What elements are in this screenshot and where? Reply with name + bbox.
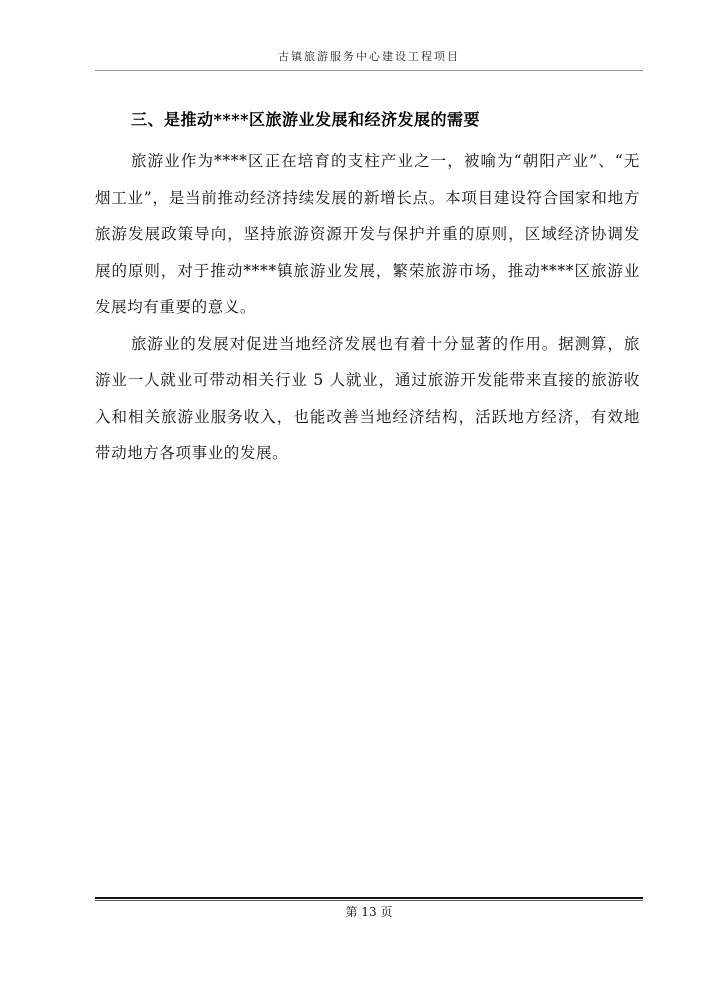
paragraph: 旅游业的发展对促进当地经济发展也有着十分显著的作用。据测算，旅游业一人就业可带动相关行业 5 人就业，通过旅游开发能带来直接的旅游收入和相关旅游业服务收入，也能改善当地经济结构，活跃地方经济，有效地带动地方各项事业的发展。 xyxy=(95,334,640,462)
paragraph: 旅游业作为****区正在培育的支柱产业之一，被喻为“朝阳产业”、“无烟工业”，是当前推动经济持续发展的新增长点。本项目建设符合国家和地方旅游发展政策导向，坚持旅游资源开发与保护并重的原则，区域经济协调发展的原则，对于推动****镇旅游业发展，繁荣旅游市场，推动****区旅游业发展均有重要的意义。 xyxy=(95,152,640,316)
footer-divider xyxy=(95,897,643,901)
document-body xyxy=(95,103,640,472)
page-number: 第 13 页 xyxy=(345,905,393,919)
header-title: 古镇旅游服务中心建设工程项目 xyxy=(278,50,460,63)
section-title: 三、是推动****区旅游业发展和经济发展的需要 xyxy=(131,110,480,129)
page-header xyxy=(95,44,643,71)
